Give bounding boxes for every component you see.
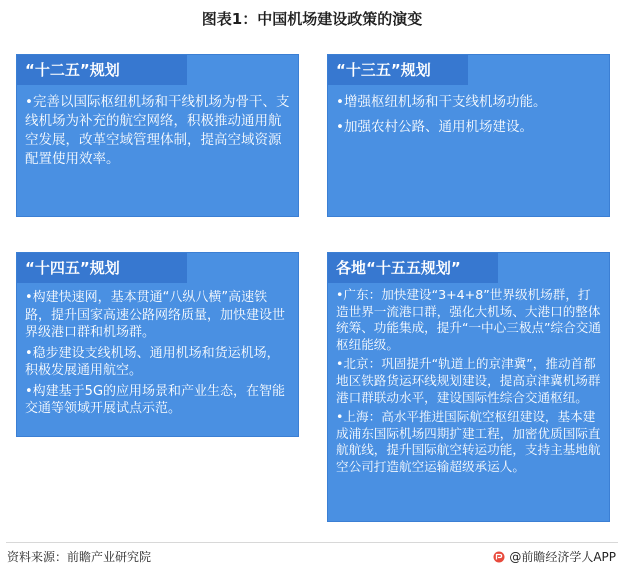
panel-body xyxy=(25,93,290,172)
bullet-item: •完善以国际枢纽机场和干线机场为骨干、支线机场为补充的航空网络，积极推动通用航空发展，改革空域管理体制，提高空域资源配置使用效率。 xyxy=(25,94,290,167)
panel-heading: “十三五”规划 xyxy=(328,55,468,85)
panel-local-15th-five-year xyxy=(327,252,610,522)
panel-heading: “十四五”规划 xyxy=(17,253,187,283)
panel-12th-five-year xyxy=(16,54,299,217)
panel-body xyxy=(336,287,601,479)
panel-body xyxy=(25,289,290,421)
chart-title: 图表1：中国机场建设政策的演变 xyxy=(201,10,423,28)
bullet-item: •增强枢纽机场和干支线机场功能。 xyxy=(336,94,547,110)
bullet-item: •稳步建设支线机场、通用机场和货运机场，积极发展通用航空。 xyxy=(25,345,280,378)
source-note: 资料来源：前瞻产业研究院 xyxy=(7,550,152,564)
panel-heading: “十二五”规划 xyxy=(17,55,187,85)
bullet-item: •广东：加快建设“3+4+8”世界级机场群，打造世界一流港口群，强化大机场、大港口的整体统筹、功能集成，提升“一中心三极点”综合交通枢纽能级。 xyxy=(336,287,601,352)
bullet-item: •构建快速网，基本贯通“八纵八横”高速铁路，提升国家高速公路网络质量，加快建设世界级港口群和机场群。 xyxy=(25,290,286,340)
bullet-item: •上海：高水平推进国际航空枢纽建设，基本建成浦东国际机场四期扩建工程，加密优质国际直航航线，提升国际航空转运功能，支持主基地航空公司打造航空运输超级承运人。 xyxy=(336,409,601,474)
bullet-item: •北京：巩固提升“轨道上的京津冀”，推动首都地区铁路货运环线规划建设，提高京津冀机场群港口群联动水平，建设国际性综合交通枢纽。 xyxy=(336,356,601,405)
brand-logo-icon xyxy=(493,551,505,563)
brand-label: @前瞻经济学人APP xyxy=(509,550,616,564)
bullet-item: •构建基于5G的应用场景和产业生态，在智能交通等领域开展试点示范。 xyxy=(25,383,286,416)
footer-divider xyxy=(6,542,618,543)
bullet-item: •加强农村公路、通用机场建设。 xyxy=(336,119,533,135)
panel-14th-five-year xyxy=(16,252,299,437)
panel-heading: 各地“十五五规划” xyxy=(328,253,498,283)
panel-body xyxy=(336,93,601,140)
panel-13th-five-year xyxy=(327,54,610,217)
brand-footer xyxy=(493,548,616,565)
